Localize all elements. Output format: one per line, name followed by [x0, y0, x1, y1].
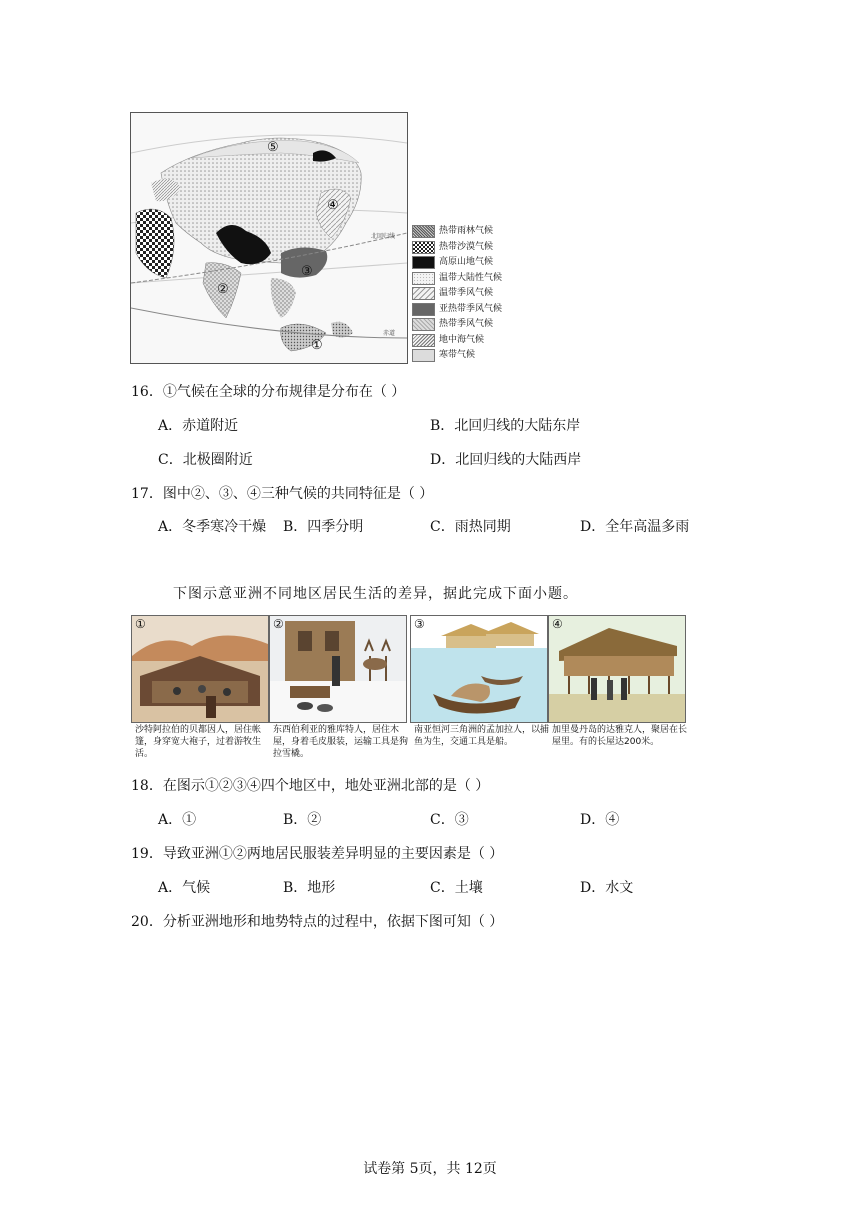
- legend-item: [412, 255, 502, 271]
- panel-caption: 东西伯利亚的雅库特人，居住木屋，身着毛皮服装，运输工具是狗拉雪橇。: [273, 725, 409, 759]
- q17-option-a[interactable]: A．冬季寒冷干燥: [158, 519, 267, 535]
- q16-option-d[interactable]: D．北回归线的大陆西岸: [430, 452, 582, 468]
- tropic-line-label: 北回归线: [371, 233, 396, 240]
- section-intro: 下图示意亚洲不同地区居民生活的差异，据此完成下面小题。: [173, 586, 578, 602]
- bengali-boat-illustration: [411, 616, 547, 722]
- panel-number: ①: [135, 617, 146, 631]
- panel-caption: 沙特阿拉伯的贝都因人，居住帐篷，身穿宽大袍子，过着游牧生活。: [135, 725, 262, 759]
- legend-swatch: [412, 318, 435, 331]
- yakut-sled-illustration: [270, 616, 406, 722]
- legend-label: 温带大陆性气候: [439, 272, 503, 283]
- map-marker-3: ③: [301, 264, 313, 279]
- panel-caption: 加里曼丹岛的达雅克人，聚居在长屋里。有的长屋达200米。: [552, 725, 688, 747]
- map-marker-5: ⑤: [267, 140, 279, 155]
- panel-number: ②: [273, 617, 284, 631]
- legend-swatch: [412, 225, 435, 238]
- q16-option-c[interactable]: C．北极圈附近: [158, 452, 253, 468]
- legend-item: [412, 348, 502, 364]
- map-legend: [412, 224, 502, 364]
- legend-item: [412, 333, 502, 349]
- legend-label: 地中海气候: [439, 334, 485, 345]
- q18-stem: 18．在图示①②③④四个地区中，地处亚洲北部的是（ ）: [131, 778, 490, 794]
- legend-item: [412, 224, 502, 240]
- q16-option-a[interactable]: A．赤道附近: [158, 418, 239, 434]
- map-marker-2: ②: [217, 282, 229, 297]
- legend-label: 温带季风气候: [439, 288, 494, 299]
- page-footer: 试卷第 5页，共 12页: [363, 1161, 497, 1177]
- q20-stem: 20．分析亚洲地形和地势特点的过程中，依据下图可知（ ）: [131, 914, 504, 930]
- legend-swatch: [412, 256, 435, 269]
- asia-climate-map: [130, 112, 408, 364]
- legend-label: 热带沙漠气候: [439, 241, 494, 252]
- q18-option-b[interactable]: B．②: [283, 812, 322, 828]
- legend-label: 热带季风气候: [439, 319, 494, 330]
- panel-yakut: [269, 615, 407, 723]
- panel-number: ④: [552, 617, 563, 631]
- legend-swatch: [412, 287, 435, 300]
- map-marker-1: ①: [311, 338, 323, 353]
- q17-option-c[interactable]: C．雨热同期: [430, 519, 511, 535]
- legend-swatch: [412, 349, 435, 362]
- legend-item: [412, 302, 502, 318]
- bedouin-tent-illustration: [132, 616, 268, 722]
- panel-caption: 南亚恒河三角洲的孟加拉人，以捕鱼为生，交通工具是船。: [414, 725, 550, 747]
- legend-swatch: [412, 303, 435, 316]
- map-marker-4: ④: [327, 198, 339, 213]
- legend-item: [412, 317, 502, 333]
- panel-bedouin: [131, 615, 269, 723]
- legend-label: 高原山地气候: [439, 257, 494, 268]
- panel-number: ③: [414, 617, 425, 631]
- q19-stem: 19．导致亚洲①②两地居民服装差异明显的主要因素是（ ）: [131, 846, 504, 862]
- q17-option-d[interactable]: D．全年高温多雨: [580, 519, 690, 535]
- q18-option-c[interactable]: C．③: [430, 812, 469, 828]
- legend-label: 寒带气候: [439, 350, 476, 361]
- q19-option-d[interactable]: D．水文: [580, 880, 634, 896]
- legend-item: [412, 286, 502, 302]
- legend-label: 亚热带季风气候: [439, 303, 503, 314]
- q18-option-a[interactable]: A．①: [158, 812, 197, 828]
- q19-option-a[interactable]: A．气候: [158, 880, 211, 896]
- map-graphic: [131, 113, 407, 363]
- legend-label: 热带雨林气候: [439, 226, 494, 237]
- panel-bengali: [410, 615, 548, 723]
- legend-swatch: [412, 241, 435, 254]
- q17-option-b[interactable]: B．四季分明: [283, 519, 364, 535]
- q19-option-b[interactable]: B．地形: [283, 880, 336, 896]
- legend-swatch: [412, 272, 435, 285]
- dayak-longhouse-illustration: [549, 616, 685, 722]
- legend-item: [412, 271, 502, 287]
- q17-stem: 17．图中②、③、④三种气候的共同特征是（ ）: [131, 486, 434, 502]
- panel-dayak: [548, 615, 686, 723]
- legend-swatch: [412, 334, 435, 347]
- q16-stem: 16．①气候在全球的分布规律是分布在（ ）: [131, 384, 406, 400]
- q19-option-c[interactable]: C．土壤: [430, 880, 483, 896]
- legend-item: [412, 240, 502, 256]
- q18-option-d[interactable]: D．④: [580, 812, 620, 828]
- q16-option-b[interactable]: B．北回归线的大陆东岸: [430, 418, 581, 434]
- equator-line-label: 赤道: [383, 330, 396, 337]
